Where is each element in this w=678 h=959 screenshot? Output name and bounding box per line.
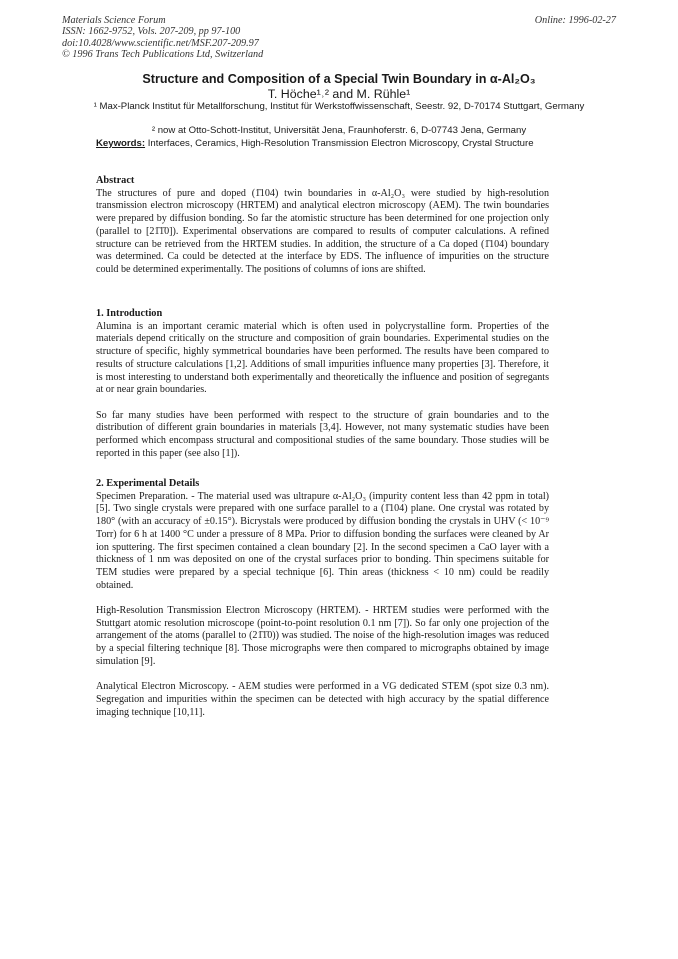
issn-line: ISSN: 1662-9752, Vols. 207-209, pp 97-100 <box>62 26 241 38</box>
affiliation-2: ² now at Otto-Schott-Institut, Universität Jena, Fraunhoferstr. 6, D-07743 Jena, Germany <box>151 125 527 136</box>
experimental-heading: 2. Experimental Details <box>96 478 200 489</box>
experimental-paragraph-2: High-Resolution Transmission Electron Microscopy (HRTEM). - HRTEM studies were performed with the Stuttgart atomic resolution microscope (point-to-point resolution 0.1 nm [7]). So far only one projection of the arrangement of the atoms (parallel to (21̄1̄0)) was studied. The noise of the high-resolution images was reduced by a special filtering technique [8]. Those micrographs were then compared to micrographs obtained by image simulation [9]. <box>96 605 549 667</box>
experimental-paragraph-3: Analytical Electron Microscopy. - AEM studies were performed in a VG dedicated STEM (spot size 0.3 nm). Segregation and impurities within the specimen can be detected with high accuracy by the spatial difference imaging technique [10,11]. <box>96 681 549 718</box>
keywords-label: Keywords: <box>96 138 146 149</box>
doi-line: doi:10.4028/www.scientific.net/MSF.207-209.97 <box>62 37 259 49</box>
journal-name: Materials Science Forum <box>62 15 166 26</box>
abstract-heading: Abstract <box>96 175 135 186</box>
introduction-paragraph-2: So far many studies have been performed with respect to the structure of grain boundaries and to the distribution of different grain boundaries in materials [3,4]. However, not many systematic studies have been performed which encompass structural and compositional studies of the same boundary. Those studies will be reported in this paper (see also [1]). <box>96 409 549 459</box>
affiliation-1: ¹ Max-Planck Institut für Metallforschung, Institut für Werkstoffwissenschaft, Seestr. 92, D-70174 Stuttgart, Germany <box>93 101 585 112</box>
abstract-text: The structures of pure and doped (1̄104) twin boundaries in α-Al₂O₃ were studied by high-resolution transmission electron microscopy (HRTEM) and analytical electron microscopy (AEM). The twin boundaries were prepared by diffusion bonding. So far the atomistic structure has been determined for one projection only (parallel to [21̄1̄0]). Experimental observations are compared to results of computer calculations. A refined structure can be retrieved from the HRTEM studies. In addition, the structure of a Ca doped (1̄104) boundary was determined. Ca could be detected at the interface by EDS. The influence of impurities on the structure could be determined experimentally. The positions of columns of ions are shifted. <box>96 187 549 275</box>
abstract-section <box>96 175 549 289</box>
experimental-section <box>96 478 549 732</box>
introduction-section <box>96 308 549 473</box>
introduction-paragraph-1: Alumina is an important ceramic material which is often used in polycrystalline form. Properties of the materials depend critically on the structure and composition of grain boundaries. Experimental studies on the structure of specific, highly symmetrical boundaries have been performed. The results have been compared to results of structure calculations [1,2]. Additions of small impurities influence many properties [3]. Therefore, it is most interesting to understand both experimentally and theoretically the influence and position of segregants at or near grain boundaries. <box>96 320 549 396</box>
keywords-text: Interfaces, Ceramics, High-Resolution Transmission Electron Microscopy, Crystal Structure <box>147 138 534 149</box>
keywords <box>96 138 552 150</box>
authors: T. Höche¹˒² and M. Rühle¹ <box>267 87 411 101</box>
journal-header <box>62 15 263 61</box>
paper-title: Structure and Composition of a Special Twin Boundary in α-Al₂O₃ <box>142 72 536 86</box>
copyright-line: © 1996 Trans Tech Publications Ltd, Switzerland <box>62 49 264 61</box>
introduction-heading: 1. Introduction <box>96 308 163 319</box>
online-date: Online: 1996-02-27 <box>534 15 616 26</box>
experimental-paragraph-1: Specimen Preparation. - The material used was ultrapure α-Al₂O₃ (impurity content less than 42 ppm in total) [5]. Two single crystals were prepared with one surface parallel to a (1̄104) plane. One crystal was rotated by 180° (with an accuracy of ±0.15°). Bicrystals were produced by diffusion bonding the crystals in UHV (< 10⁻⁹ Torr) for 6 h at 1400 °C under a pressure of 8 MPa. Prior to diffusion bonding the surfaces were cleaned by Ar ion sputtering. The first specimen contained a clean boundary [2]. In the second specimen a CaO layer with a thickness of 1 nm was deposited on one of the crystal surfaces prior to bonding. Thin specimens suitable for TEM studies were prepared by a special technique [6]. Thin areas (thickness < 10 nm) could be readily obtained. <box>96 490 549 591</box>
